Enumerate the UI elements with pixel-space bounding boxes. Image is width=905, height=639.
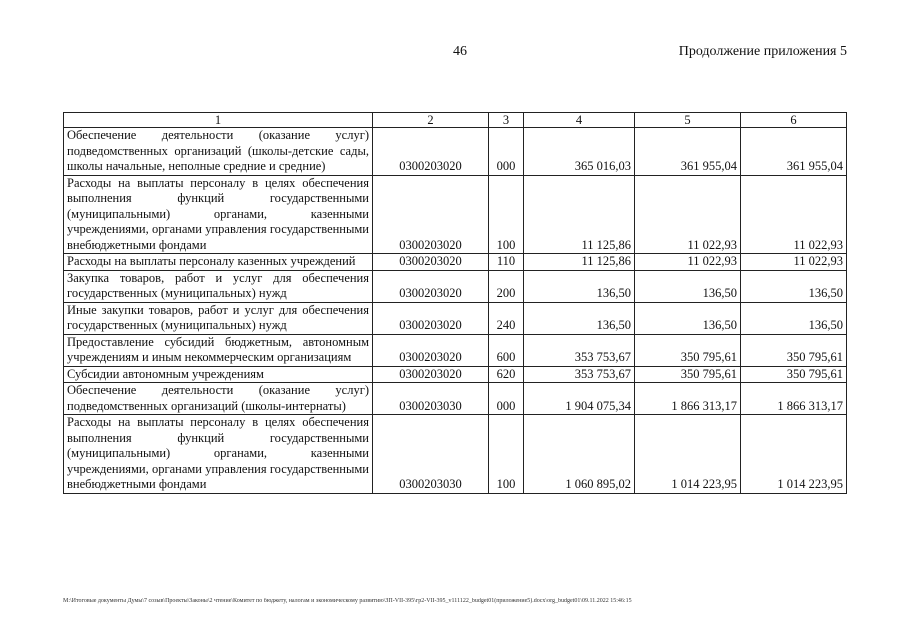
expense-type: 110	[489, 254, 524, 271]
amount-col-5: 1 014 223,95	[635, 415, 741, 494]
budget-table	[63, 112, 847, 494]
target-code: 0300203030	[373, 415, 489, 494]
target-code: 0300203020	[373, 270, 489, 302]
table-row	[64, 302, 847, 334]
amount-col-6: 136,50	[741, 302, 847, 334]
table-row	[64, 270, 847, 302]
page-number: 46	[453, 44, 467, 59]
amount-col-4: 1 060 895,02	[524, 415, 635, 494]
table-row	[64, 383, 847, 415]
table-row	[64, 366, 847, 383]
row-name: Обеспечение деятельности (оказание услуг) подведомственных организаций (школы-детские сады, школы начальные, неполные средние и средние)	[64, 128, 373, 176]
column-header-2: 2	[373, 113, 489, 128]
amount-col-5: 1 866 313,17	[635, 383, 741, 415]
table-row	[64, 334, 847, 366]
column-header-1: 1	[64, 113, 373, 128]
amount-col-6: 361 955,04	[741, 128, 847, 176]
target-code: 0300203020	[373, 334, 489, 366]
row-name: Расходы на выплаты персоналу в целях обеспечения выполнения функций государственными (муниципальными) органами, казенными учреждениями, органами управления государственными внебюджетными фондами	[64, 415, 373, 494]
row-name: Иные закупки товаров, работ и услуг для обеспечения государственных (муниципальных) нужд	[64, 302, 373, 334]
target-code: 0300203020	[373, 366, 489, 383]
amount-col-6: 136,50	[741, 270, 847, 302]
row-name: Расходы на выплаты персоналу казенных учреждений	[64, 254, 373, 271]
expense-type: 240	[489, 302, 524, 334]
amount-col-6: 350 795,61	[741, 366, 847, 383]
column-header-6: 6	[741, 113, 847, 128]
target-code: 0300203020	[373, 175, 489, 254]
target-code: 0300203020	[373, 128, 489, 176]
target-code: 0300203030	[373, 383, 489, 415]
amount-col-4: 1 904 075,34	[524, 383, 635, 415]
target-code: 0300203020	[373, 302, 489, 334]
target-code: 0300203020	[373, 254, 489, 271]
document-path-footer: М:\Итоговые документы Думы\7 созыв\Проекты\Законы\2 чтение\Комитет по бюджету, налогам и экономическому развитию\ЗП-VII-395\гр2-VII-395_v111122_budget01(приложение5).docx\org_budget01\09.11.2022 15:46:15	[63, 598, 632, 604]
amount-col-6: 11 022,93	[741, 175, 847, 254]
amount-col-4: 353 753,67	[524, 334, 635, 366]
expense-type: 100	[489, 175, 524, 254]
amount-col-4: 136,50	[524, 302, 635, 334]
column-header-4: 4	[524, 113, 635, 128]
amount-col-4: 11 125,86	[524, 175, 635, 254]
amount-col-5: 11 022,93	[635, 254, 741, 271]
table-row	[64, 415, 847, 494]
amount-col-6: 350 795,61	[741, 334, 847, 366]
expense-type: 600	[489, 334, 524, 366]
amount-col-5: 350 795,61	[635, 366, 741, 383]
amount-col-6: 1 014 223,95	[741, 415, 847, 494]
column-header-3: 3	[489, 113, 524, 128]
expense-type: 200	[489, 270, 524, 302]
amount-col-5: 136,50	[635, 302, 741, 334]
expense-type: 100	[489, 415, 524, 494]
row-name: Предоставление субсидий бюджетным, автономным учреждениям и иным некоммерческим организациям	[64, 334, 373, 366]
expense-type: 620	[489, 366, 524, 383]
row-name: Обеспечение деятельности (оказание услуг) подведомственных организаций (школы-интернаты)	[64, 383, 373, 415]
row-name: Субсидии автономным учреждениям	[64, 366, 373, 383]
table-row	[64, 175, 847, 254]
amount-col-5: 350 795,61	[635, 334, 741, 366]
header-row	[64, 113, 847, 128]
amount-col-4: 353 753,67	[524, 366, 635, 383]
amount-col-4: 136,50	[524, 270, 635, 302]
table-row	[64, 128, 847, 176]
row-name: Расходы на выплаты персоналу в целях обеспечения выполнения функций государственными (муниципальными) органами, казенными учреждениями, органами управления государственными внебюджетными фондами	[64, 175, 373, 254]
row-name: Закупка товаров, работ и услуг для обеспечения государственных (муниципальных) нужд	[64, 270, 373, 302]
expense-type: 000	[489, 383, 524, 415]
expense-type: 000	[489, 128, 524, 176]
table-row	[64, 254, 847, 271]
amount-col-5: 361 955,04	[635, 128, 741, 176]
amount-col-6: 1 866 313,17	[741, 383, 847, 415]
amount-col-4: 365 016,03	[524, 128, 635, 176]
amount-col-4: 11 125,86	[524, 254, 635, 271]
continuation-caption: Продолжение приложения 5	[678, 44, 847, 59]
column-header-5: 5	[635, 113, 741, 128]
amount-col-6: 11 022,93	[741, 254, 847, 271]
amount-col-5: 136,50	[635, 270, 741, 302]
amount-col-5: 11 022,93	[635, 175, 741, 254]
